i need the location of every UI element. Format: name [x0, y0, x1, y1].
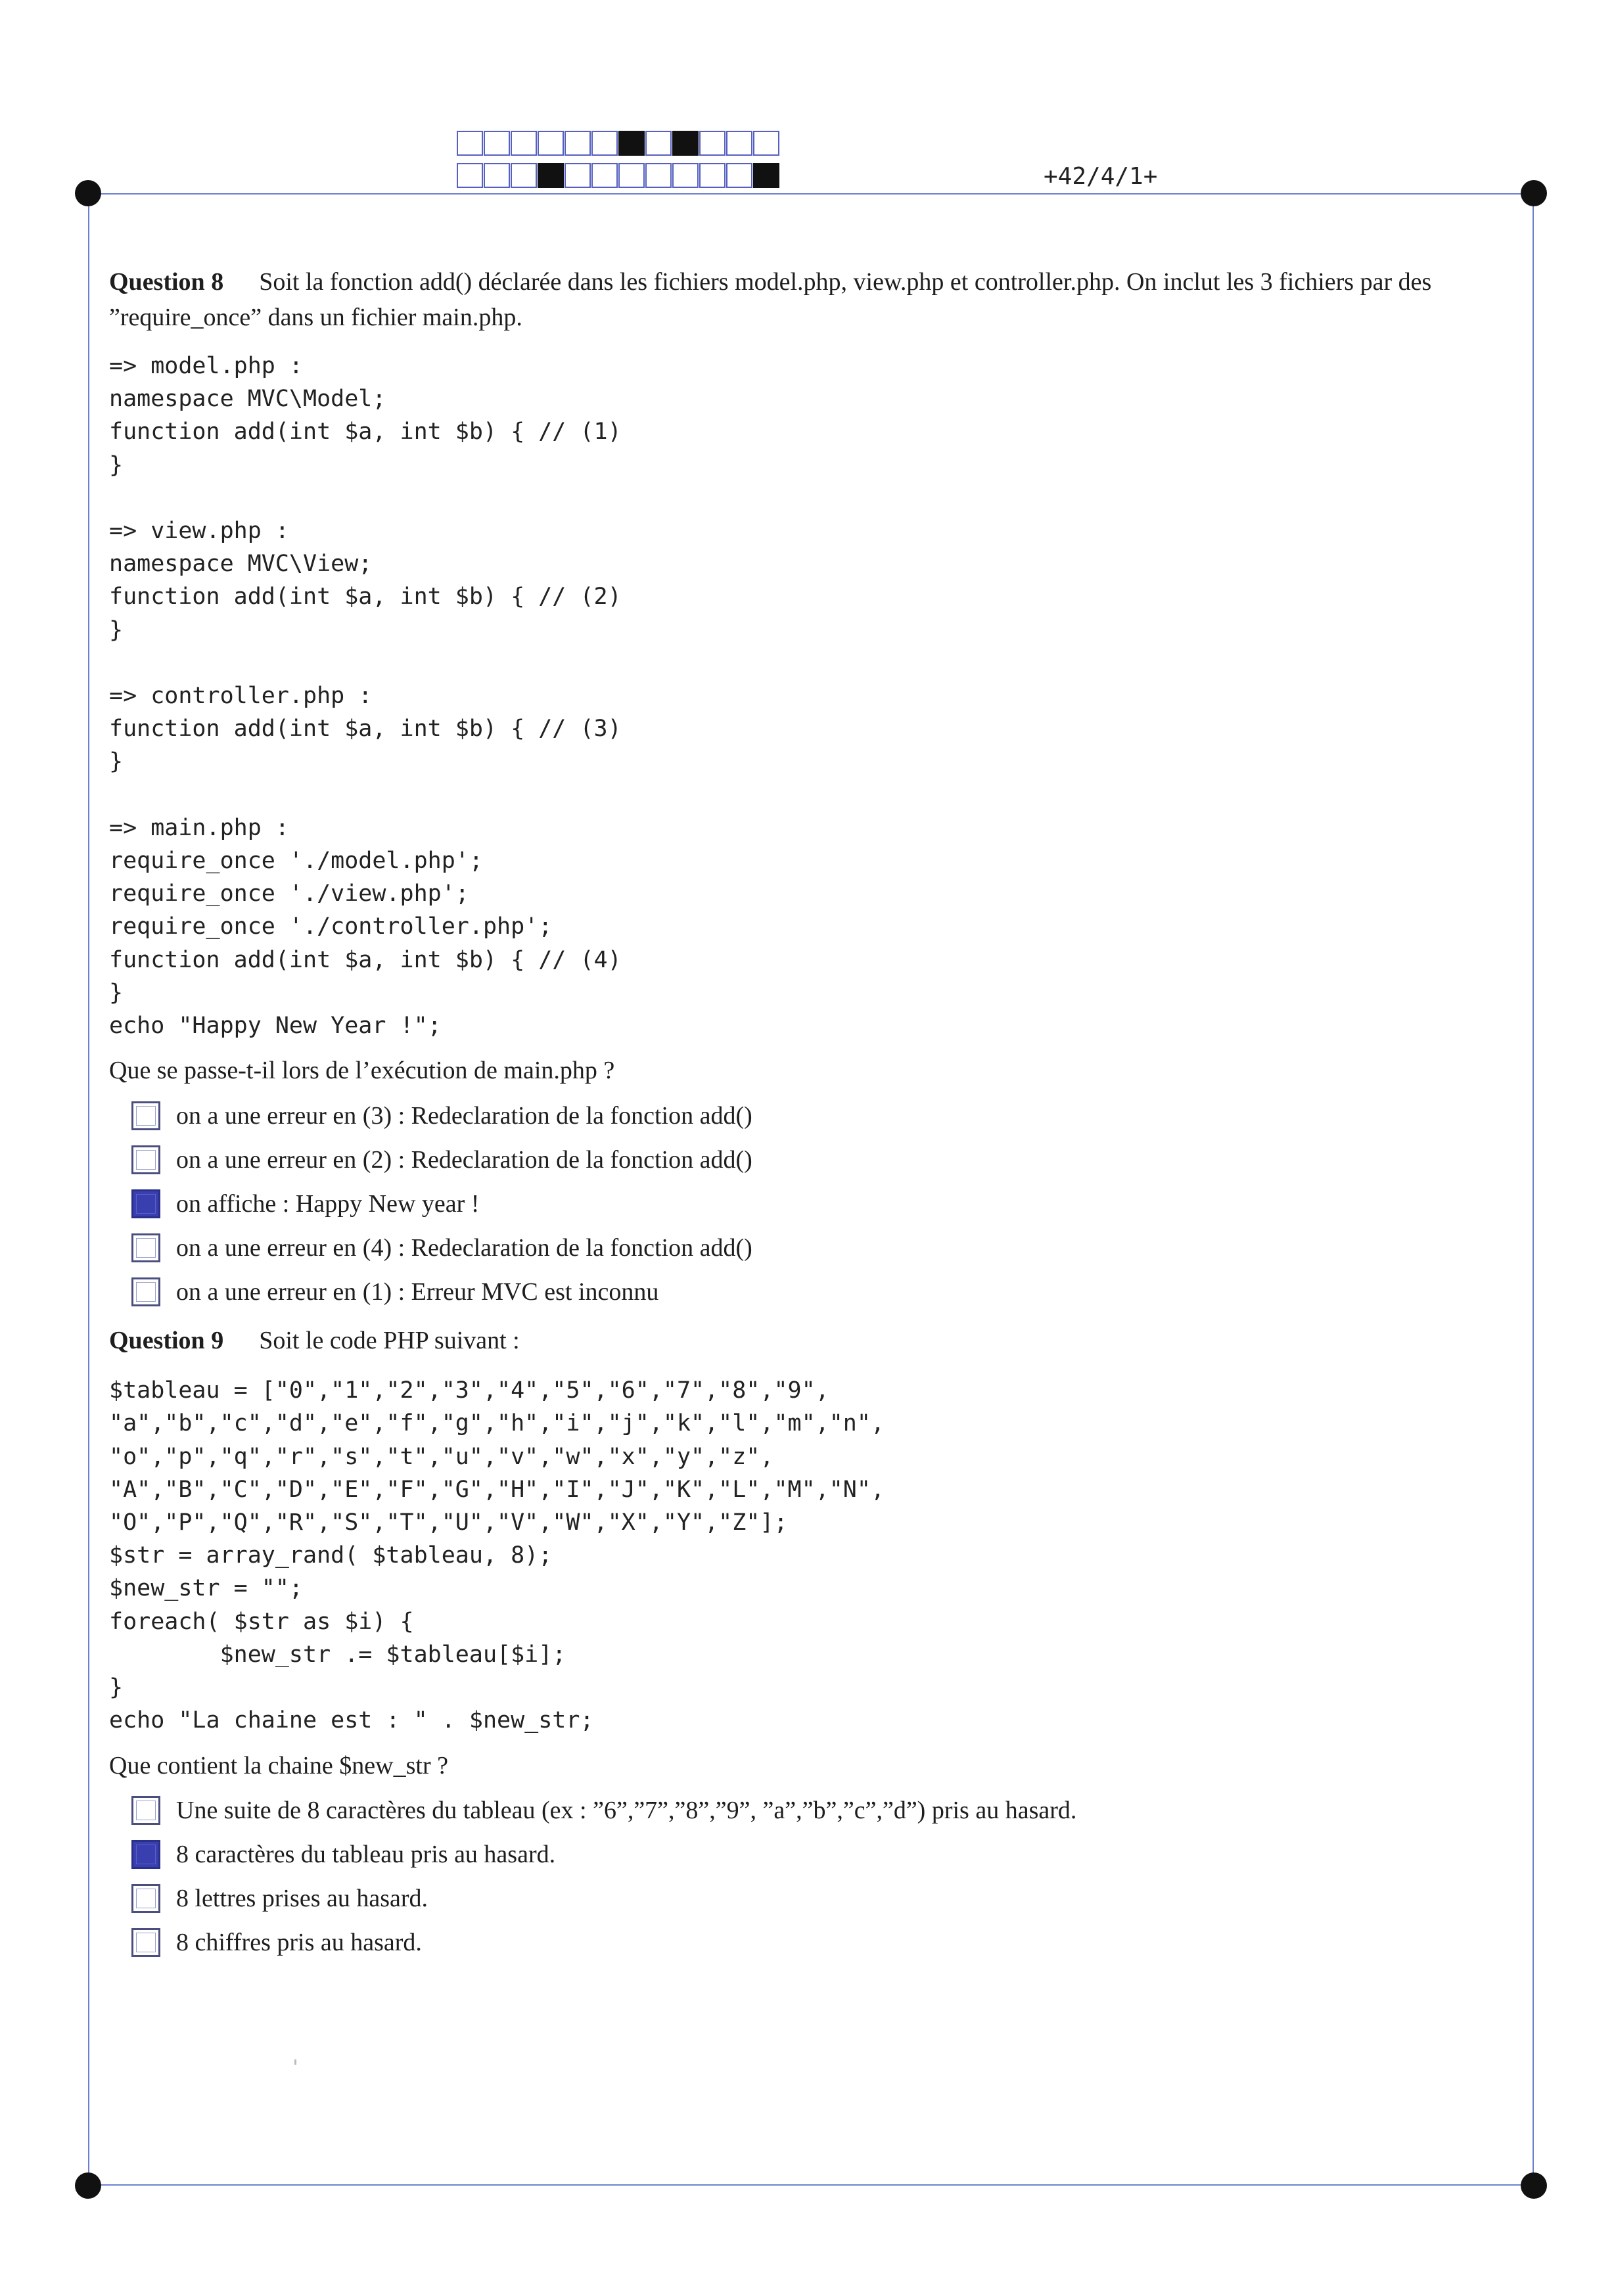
barcode-cell — [699, 131, 726, 156]
question-8-text: Soit la fonction add() déclarée dans les fichiers model.php, view.php et controller.php. On inclut les 3 fichiers par des ”require_once” dans un fichier main.php. — [109, 268, 1432, 331]
question-9-text: Soit le code PHP suivant : — [259, 1327, 520, 1355]
corner-mark-bottom-left — [75, 2172, 101, 2199]
question-8-code: => model.php : namespace MVC\Model; function add(int $a, int $b) { // (1) } => view.php : namespace MVC\View; function add(int $a, int $b) { // (2) } => controller.php : function add(int $a, int $b) { // (3) } => main.php : require_once './model.php'; require_once './view.php'; require_once './controller.php'; function add(int $a, int $b) { // (4) } echo "Happy New Year !"; — [109, 353, 622, 1040]
corner-mark-bottom-right — [1521, 2172, 1547, 2199]
checkbox[interactable] — [131, 1145, 160, 1174]
question-9-options — [131, 1789, 1515, 1965]
corner-mark-top-right — [1521, 180, 1547, 206]
checkbox-checked[interactable] — [131, 1189, 160, 1218]
checkbox[interactable] — [131, 1796, 160, 1825]
checkbox[interactable] — [131, 1233, 160, 1262]
checkbox[interactable] — [131, 1884, 160, 1913]
barcode-cell — [672, 131, 699, 156]
question-8-option[interactable]: on a une erreur en (3) : Redeclaration de la fonction add() — [131, 1093, 1515, 1137]
question-8-option[interactable]: on a une erreur en (4) : Redeclaration de la fonction add() — [131, 1226, 1515, 1270]
question-8-statement — [109, 264, 1515, 335]
question-9-option[interactable]: 8 caractères du tableau pris au hasard. — [131, 1833, 1515, 1877]
exam-content — [109, 264, 1515, 1965]
question-8-label: Question 8 — [109, 268, 224, 296]
barcode-cell — [538, 163, 564, 188]
barcode-row-1 — [457, 131, 780, 156]
barcode-cell — [511, 131, 537, 156]
checkbox[interactable] — [131, 1101, 160, 1130]
question-8-options — [131, 1093, 1515, 1314]
question-8-prompt: Que se passe-t-il lors de l’exécution de main.php ? — [109, 1057, 615, 1085]
barcode-cell — [457, 131, 483, 156]
barcode-cell — [753, 131, 779, 156]
barcode-cell — [538, 131, 564, 156]
question-9-option[interactable]: 8 lettres prises au hasard. — [131, 1877, 1515, 1921]
barcode-cell — [511, 163, 537, 188]
question-9-label: Question 9 — [109, 1327, 224, 1355]
checkbox[interactable] — [131, 1277, 160, 1306]
barcode-cell — [699, 163, 726, 188]
barcode-cell — [618, 131, 645, 156]
barcode-cell — [645, 131, 672, 156]
page-id: +42/4/1+ — [1044, 163, 1158, 190]
question-8-option[interactable]: on a une erreur en (1) : Erreur MVC est inconnu — [131, 1270, 1515, 1314]
corner-mark-top-left — [75, 180, 101, 206]
barcode-cell — [618, 163, 645, 188]
barcode-cell — [565, 131, 591, 156]
barcode-cell — [753, 163, 779, 188]
question-9-code: $tableau = ["0","1","2","3","4","5","6","7","8","9", "a","b","c","d","e","f","g","h","i","j","k","l","m","n", "o","p","q","r","s","t","u","v","w","x","y","z", "A","B","C","D","E","F","G","H","I","J","K","L","M","N", "O","P","Q","R","S","T","U","V","W","X","Y","Z"]; $str = array_rand( $tableau, 8); $new_str = ""; foreach( $str as $i) { $new_str .= $tableau[$i]; } echo "La chaine est : " . $new_str; — [109, 1377, 885, 1734]
checkbox[interactable] — [131, 1928, 160, 1957]
barcode-cell — [726, 163, 752, 188]
barcode-cell — [457, 163, 483, 188]
question-9-option[interactable]: 8 chiffres pris au hasard. — [131, 1921, 1515, 1965]
scan-speck — [294, 2059, 296, 2065]
barcode-cell — [484, 163, 510, 188]
barcode-cell — [591, 163, 618, 188]
barcode-row-2 — [457, 163, 780, 188]
barcode-cell — [672, 163, 699, 188]
barcode-cell — [565, 163, 591, 188]
barcode-cell — [591, 131, 618, 156]
barcode-cell — [484, 131, 510, 156]
barcode-cell — [726, 131, 752, 156]
checkbox-checked[interactable] — [131, 1840, 160, 1869]
question-8-option[interactable]: on a une erreur en (2) : Redeclaration de la fonction add() — [131, 1137, 1515, 1182]
question-9-prompt: Que contient la chaine $new_str ? — [109, 1751, 448, 1779]
question-9-option[interactable]: Une suite de 8 caractères du tableau (ex : ”6”,”7”,”8”,”9”, ”a”,”b”,”c”,”d”) pris au hasard. — [131, 1789, 1515, 1833]
barcode-cell — [645, 163, 672, 188]
question-9-statement — [109, 1323, 1515, 1358]
question-8-option[interactable]: on affiche : Happy New year ! — [131, 1182, 1515, 1226]
